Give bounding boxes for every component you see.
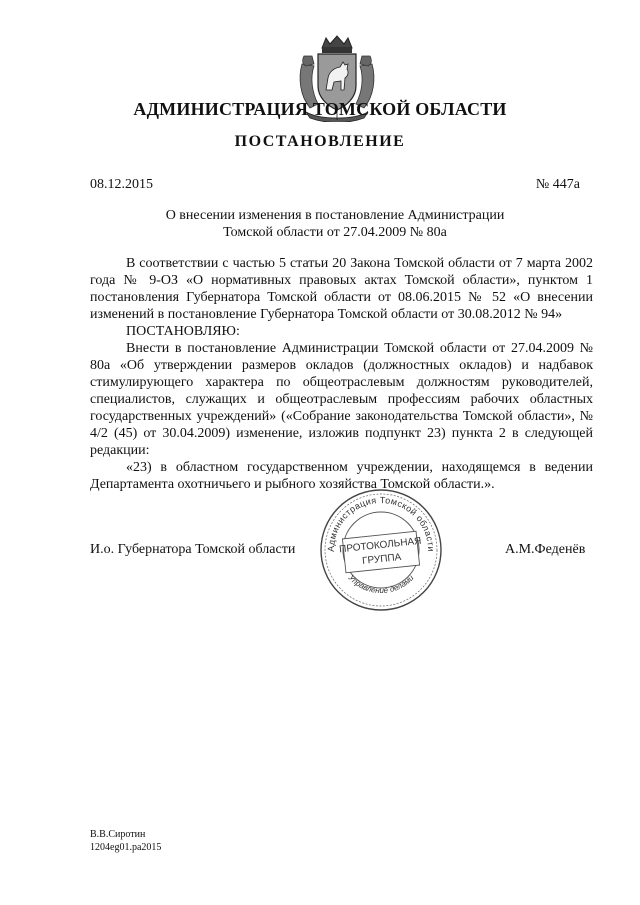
subject-line-2: Томской области от 27.04.2009 № 80а — [223, 225, 447, 240]
executor-name: В.В.Сиротин — [90, 829, 146, 840]
body-paragraph-new-wording: «23) в областном государственном учреждении, находящемся в ведении Департамента охотничьего и рыбного хозяйства Томской области.». — [90, 460, 593, 492]
subject-line-1: О внесении изменения в постановление Администрации — [165, 208, 505, 223]
executor-block — [90, 828, 161, 854]
signatory-name: А.М.Феденёв — [505, 542, 586, 557]
stamp-ring-text: Администрация Томской области — [325, 494, 437, 552]
document-body — [90, 255, 593, 493]
document-subject — [90, 207, 580, 241]
document-type: ПОСТАНОВЛЕНИЕ — [234, 133, 406, 150]
body-paragraph-amendment: Внести в постановление Администрации Томской области от 27.04.2009 № 80а «Об утверждении размеров окладов (должностных окладов) и надбавок стимулирующего характера по общеотраслевым должностям руководителей, специалистов, служащих и общеотраслевым профессиям рабочих областных государственных учреждений» («Собрание законодательства Томской области», № 4/2 (45) от 30.04.2009) изменение, изложив подпункт 23) пункта 2 в следующей редакции: — [90, 341, 593, 458]
stamp-bottom-text: Управление делами — [346, 573, 416, 596]
body-paragraph-basis: В соответствии с частью 5 статьи 20 Закона Томской области от 7 марта 2002 года № 9-ОЗ «О нормативных правовых актах Томской области», пунктом 1 постановления Губернатора Томской области от 08.06.2015 № 52 «О внесении изменений в постановление Губернатора Томской области от 30.08.2012 № 94» — [90, 256, 593, 322]
signatory-position: И.о. Губернатора Томской области — [90, 542, 296, 557]
svg-text:Управление делами — [346, 573, 416, 596]
organization-title: АДМИНИСТРАЦИЯ ТОМСКОЙ ОБЛАСТИ — [133, 99, 507, 119]
document-date: 08.12.2015 — [90, 177, 153, 192]
body-paragraph-resolve: ПОСТАНОВЛЯЮ: — [126, 324, 240, 339]
official-stamp — [316, 485, 446, 615]
stamp-center-line-1: ПРОТОКОЛЬНАЯ — [338, 535, 422, 556]
file-code: 1204eg01.pa2015 — [90, 842, 162, 853]
document-number: № 447а — [535, 177, 580, 192]
stamp-center-line-2: ГРУППА — [361, 551, 402, 567]
